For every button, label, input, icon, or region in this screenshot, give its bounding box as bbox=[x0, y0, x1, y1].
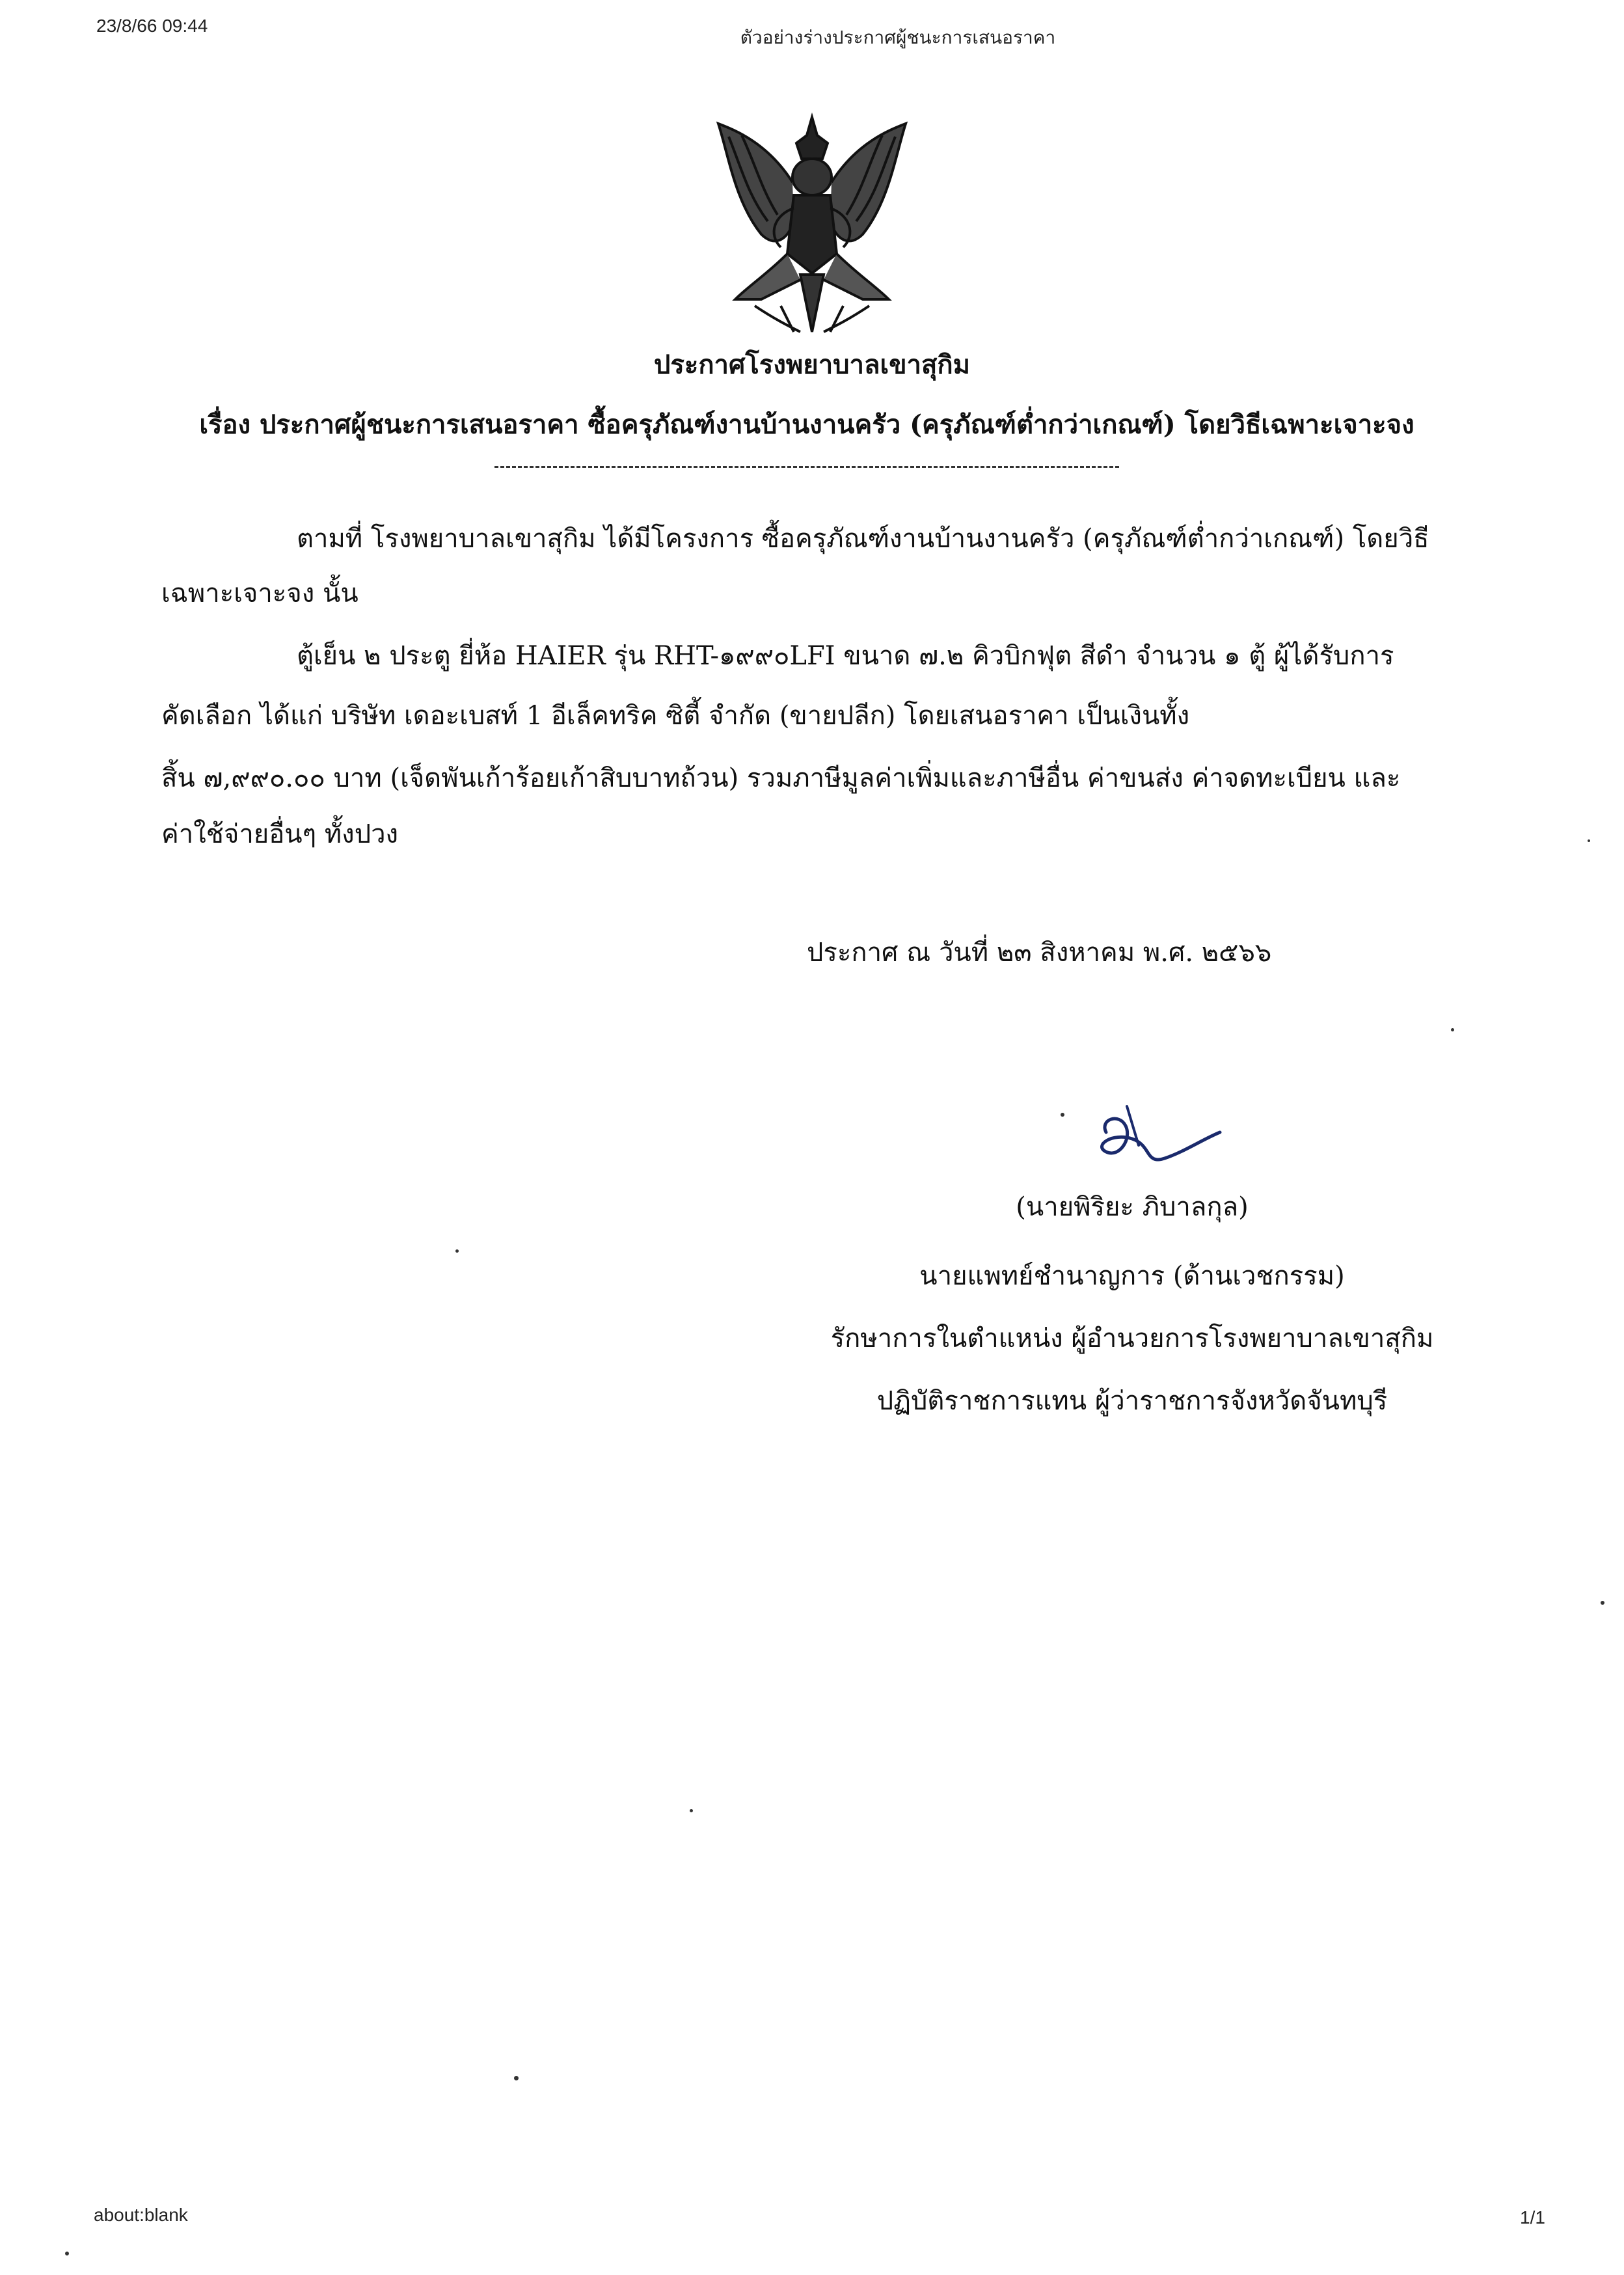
scan-speck bbox=[1588, 839, 1590, 842]
scan-speck bbox=[514, 2076, 519, 2080]
scan-speck bbox=[455, 1249, 459, 1253]
announcement-date: ประกาศ ณ วันที่ ๒๓ สิงหาคม พ.ศ. ๒๕๖๖ bbox=[807, 938, 1272, 968]
signatory-name: (นายพิริยะ ภิบาลกุล) bbox=[1016, 1192, 1249, 1222]
paragraph-1-line-2: เฉพาะเจาะจง นั้น bbox=[161, 579, 359, 608]
print-doc-title: ตัวอย่างร่างประกาศผู้ชนะการเสนอราคา bbox=[740, 27, 1056, 48]
paragraph-2-line-4: ค่าใช้จ่ายอื่นๆ ทั้งปวง bbox=[161, 819, 399, 849]
paragraph-1-line-1: ตามที่ โรงพยาบาลเขาสุกิม ได้มีโครงการ ซื้อครุภัณฑ์งานบ้านงานครัว (ครุภัณฑ์ต่ำกว่าเกณฑ์) โดยวิธี bbox=[297, 524, 1429, 554]
signatory-position-1: นายแพทย์ชำนาญการ (ด้านเวชกรรม) bbox=[919, 1261, 1345, 1291]
print-page-number: 1/1 bbox=[1520, 2207, 1545, 2227]
paragraph-2-line-3: สิ้น ๗,๙๙๐.๐๐ บาท (เจ็ดพันเก้าร้อยเก้าสิบบาทถ้วน) รวมภาษีมูลค่าเพิ่มและภาษีอื่น ค่าขนส่ง ค่าจดทะเบียน และ bbox=[161, 763, 1401, 793]
paragraph-2-line-1: ตู้เย็น ๒ ประตู ยี่ห้อ HAIER รุ่น RHT-๑๙๙๐LFI ขนาด ๗.๒ คิวบิกฟุต สีดำ จำนวน ๑ ตู้ ผู้ได้รับการ bbox=[297, 641, 1394, 671]
print-datetime: 23/8/66 09:44 bbox=[96, 16, 208, 36]
announcement-org-title: ประกาศโรงพยาบาลเขาสุกิม bbox=[653, 349, 971, 380]
scan-speck bbox=[1061, 1113, 1064, 1117]
signature-mark bbox=[1080, 1093, 1230, 1184]
separator-line bbox=[494, 466, 1119, 468]
print-url: about:blank bbox=[94, 2205, 188, 2225]
scan-speck bbox=[690, 1809, 693, 1812]
announcement-subject: เรื่อง ประกาศผู้ชนะการเสนอราคา ซื้อครุภัณฑ์งานบ้านงานครัว (ครุภัณฑ์ต่ำกว่าเกณฑ์) โดยวิธีเฉพาะเจาะจง bbox=[199, 409, 1414, 440]
signatory-position-3: ปฏิบัติราชการแทน ผู้ว่าราชการจังหวัดจันทบุรี bbox=[876, 1386, 1388, 1416]
signatory-position-2: รักษาการในตำแหน่ง ผู้อำนวยการโรงพยาบาลเขาสุกิม bbox=[830, 1324, 1434, 1354]
garuda-emblem-icon bbox=[703, 104, 921, 345]
scan-speck bbox=[65, 2252, 69, 2255]
paragraph-2-line-2: คัดเลือก ได้แก่ บริษัท เดอะเบสท์ 1 อีเล็คทริค ซิตี้ จำกัด (ขายปลีก) โดยเสนอราคา เป็นเงินทั้ง bbox=[161, 701, 1190, 731]
scan-speck bbox=[1451, 1028, 1454, 1031]
scan-speck bbox=[1601, 1601, 1604, 1605]
